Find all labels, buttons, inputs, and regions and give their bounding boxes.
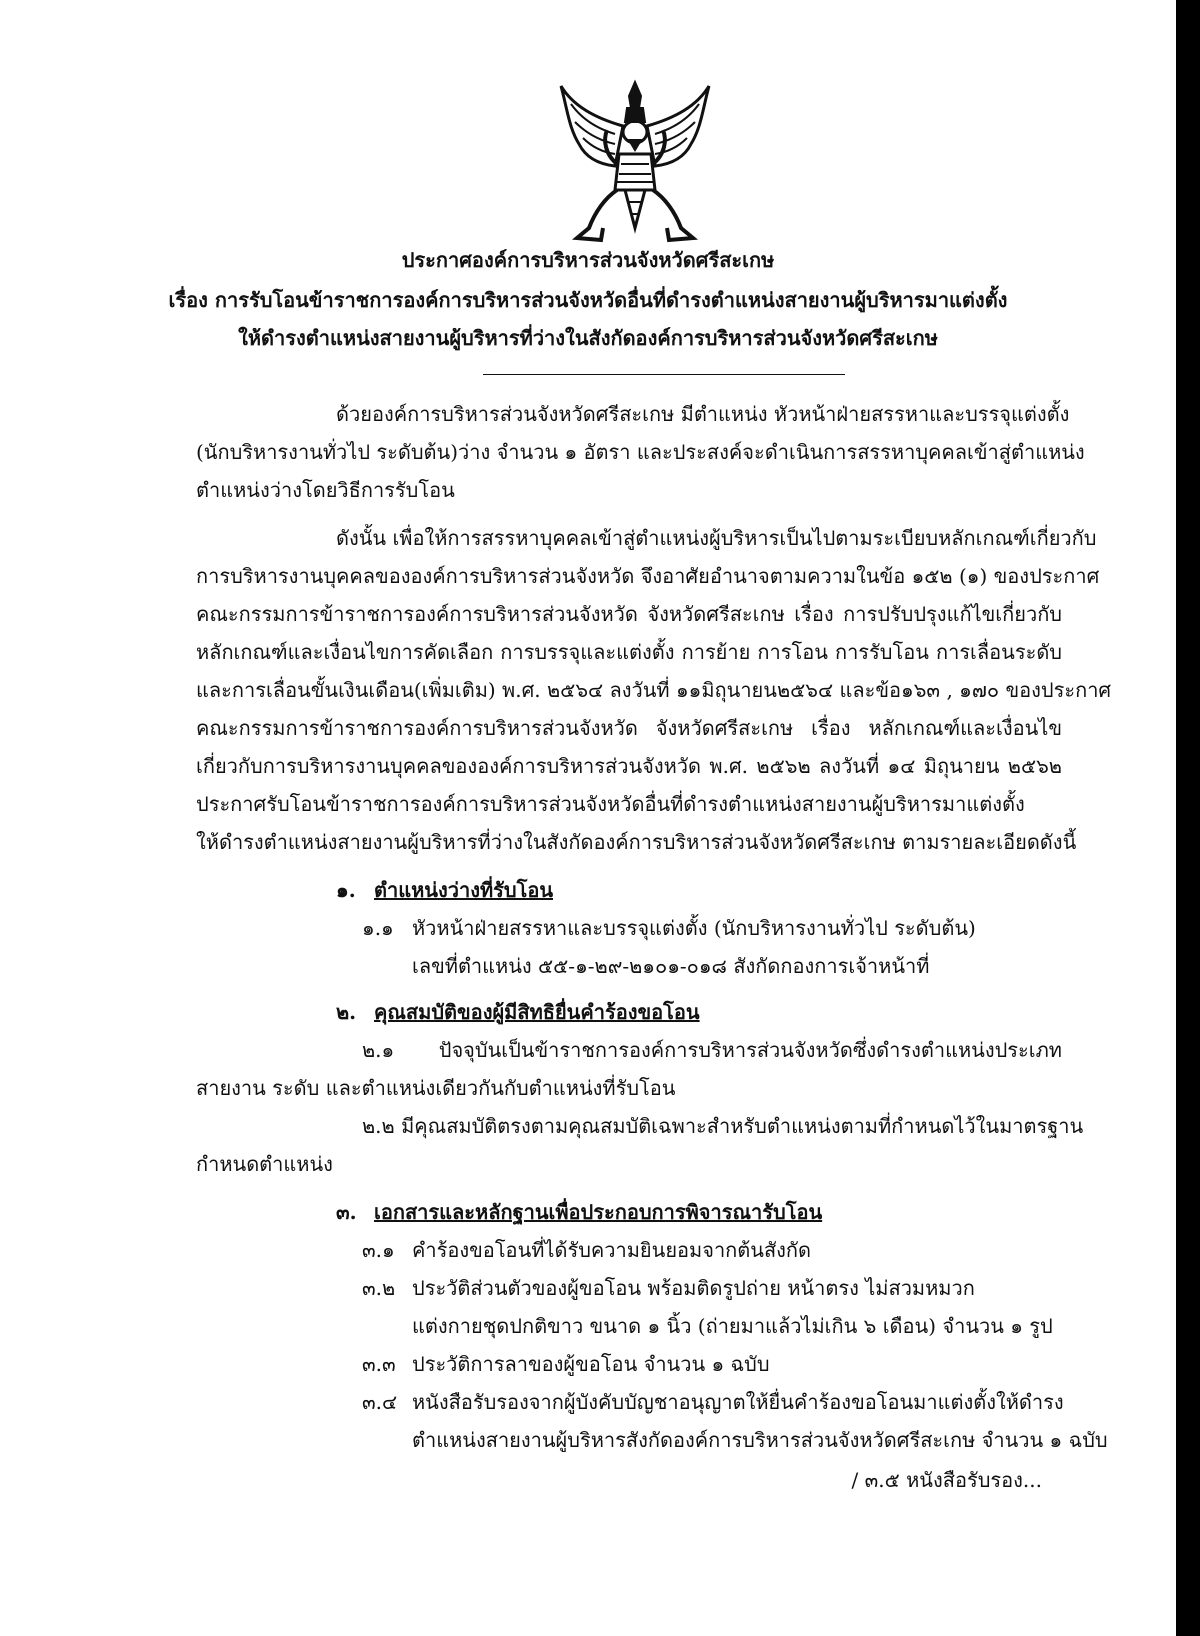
- body-line-7: เกี่ยวกับการบริหารงานบุคคลขององค์การบริหารส่วนจังหวัด พ.ศ. ๒๕๖๒ ลงวันที่ ๑๔ มิถุนายน ๒๕๖๒: [196, 754, 1062, 778]
- body-line-3: คณะกรรมการข้าราชการองค์การบริหารส่วนจังหวัด จังหวัดศรีสะเกษ เรื่อง การปรับปรุงแก้ไขเกี่ยวกับ: [196, 602, 1062, 626]
- section-2-number: ๒.: [336, 1000, 357, 1024]
- section-3-number: ๓.: [336, 1200, 357, 1224]
- section-3-heading: เอกสารและหลักฐานเพื่อประกอบการพิจารณารับโอน: [374, 1200, 823, 1224]
- page-continuation: / ๓.๕ หนังสือรับรอง...: [851, 1468, 1042, 1492]
- section-3-item-1-line-1: คำร้องขอโอนที่ได้รับความยินยอมจากต้นสังกัด: [412, 1238, 812, 1262]
- section-3-item-2-line-1: ประวัติส่วนตัวของผู้ขอโอน พร้อมติดรูปถ่าย หน้าตรง ไม่สวมหมวก: [412, 1276, 975, 1300]
- section-3-item-1-number: ๓.๑: [362, 1238, 395, 1262]
- body-line-6: คณะกรรมการข้าราชการองค์การบริหารส่วนจังหวัด จังหวัดศรีสะเกษ เรื่อง หลักเกณฑ์และเงื่อนไข: [196, 716, 1062, 740]
- section-3-item-2-line-2: แต่งกายชุดปกติขาว ขนาด ๑ นิ้ว (ถ่ายมาแล้วไม่เกิน ๖ เดือน) จำนวน ๑ รูป: [412, 1314, 1053, 1338]
- subject-line-2: ให้ดำรงตำแหน่งสายงานผู้บริหารที่ว่างในสังกัดองค์การบริหารส่วนจังหวัดศรีสะเกษ: [238, 326, 938, 350]
- section-1-heading: ตำแหน่งว่างที่รับโอน: [374, 878, 554, 902]
- body-line-1: ดังนั้น เพื่อให้การสรรหาบุคคลเข้าสู่ตำแหน่งผู้บริหารเป็นไปตามระเบียบหลักเกณฑ์เกี่ยวกับ: [336, 526, 1097, 550]
- title-divider: [483, 374, 845, 375]
- section-1-number: ๑.: [336, 878, 356, 902]
- section-1-item-line-1: หัวหน้าฝ่ายสรรหาและบรรจุแต่งตั้ง (นักบริหารงานทั่วไป ระดับต้น): [412, 916, 976, 940]
- section-2-item-1-line-1: ๒.๑ ปัจจุบันเป็นข้าราชการองค์การบริหารส่วนจังหวัดซึ่งดำรงตำแหน่งประเภท: [362, 1038, 1062, 1062]
- body-line-4: หลักเกณฑ์และเงื่อนไขการคัดเลือก การบรรจุและแต่งตั้ง การย้าย การโอน การรับโอน การเลื่อนระดับ: [196, 640, 1063, 664]
- section-3-item-3-line-1: ประวัติการลาของผู้ขอโอน จำนวน ๑ ฉบับ: [412, 1352, 770, 1376]
- intro-line-2: (นักบริหารงานทั่วไป ระดับต้น)ว่าง จำนวน ๑ อัตรา และประสงค์จะดำเนินการสรรหาบุคคลเข้าสู่ตำแหน่ง: [196, 440, 1085, 464]
- body-line-8: ประกาศรับโอนข้าราชการองค์การบริหารส่วนจังหวัดอื่นที่ดำรงตำแหน่งสายงานผู้บริหารมาแต่งตั้ง: [196, 792, 1025, 816]
- section-3-item-3-number: ๓.๓: [362, 1352, 396, 1376]
- section-3-item-2-number: ๓.๒: [362, 1276, 396, 1300]
- section-2-item-2-line-2: กำหนดตำแหน่ง: [196, 1152, 333, 1176]
- subject-line-1: เรื่อง การรับโอนข้าราชการองค์การบริหารส่วนจังหวัดอื่นที่ดำรงตำแหน่งสายงานผู้บริหารมาแต่งตั้ง: [168, 288, 1008, 312]
- section-1-item-line-2: เลขที่ตำแหน่ง ๕๕-๑-๒๙-๒๑๐๑-๐๑๘ สังกัดกองการเจ้าหน้าที่: [412, 954, 930, 978]
- intro-line-1: ด้วยองค์การบริหารส่วนจังหวัดศรีสะเกษ มีตำแหน่ง หัวหน้าฝ่ายสรรหาและบรรจุแต่งตั้ง: [336, 402, 1070, 426]
- section-2-item-1-line-2: สายงาน ระดับ และตำแหน่งเดียวกันกับตำแหน่งที่รับโอน: [196, 1076, 676, 1100]
- body-line-2: การบริหารงานบุคคลขององค์การบริหารส่วนจังหวัด จึงอาศัยอำนาจตามความในข้อ ๑๕๒ (๑) ของประกาศ: [196, 564, 1100, 588]
- body-line-9: ให้ดำรงตำแหน่งสายงานผู้บริหารที่ว่างในสังกัดองค์การบริหารส่วนจังหวัดศรีสะเกษ ตามรายละเอียดดังนี้: [196, 830, 1077, 854]
- section-3-item-4-number: ๓.๔: [362, 1390, 398, 1414]
- section-2-heading: คุณสมบัติของผู้มีสิทธิยื่นคำร้องขอโอน: [374, 1000, 700, 1024]
- section-1-item-number: ๑.๑: [362, 916, 394, 940]
- screen-edge: [1176, 0, 1200, 1636]
- section-3-item-4-line-2: ตำแหน่งสายงานผู้บริหารสังกัดองค์การบริหารส่วนจังหวัดศรีสะเกษ จำนวน ๑ ฉบับ: [412, 1428, 1108, 1452]
- intro-line-3: ตำแหน่งว่างโดยวิธีการรับโอน: [196, 478, 455, 502]
- announcement-title: ประกาศองค์การบริหารส่วนจังหวัดศรีสะเกษ: [401, 248, 775, 272]
- garuda-emblem-icon: [555, 78, 715, 250]
- body-line-5: และการเลื่อนขั้นเงินเดือน(เพิ่มเติม) พ.ศ. ๒๕๖๔ ลงวันที่ ๑๑มิถุนายน๒๕๖๔ และข้อ๑๖๓ , ๑๗๐ ของประกาศ: [196, 678, 1112, 702]
- section-3-item-4-line-1: หนังสือรับรองจากผู้บังคับบัญชาอนุญาตให้ยื่นคำร้องขอโอนมาแต่งตั้งให้ดำรง: [412, 1390, 1064, 1414]
- section-2-item-2-line-1: ๒.๒ มีคุณสมบัติตรงตามคุณสมบัติเฉพาะสำหรับตำแหน่งตามที่กำหนดไว้ในมาตรฐาน: [362, 1114, 1084, 1138]
